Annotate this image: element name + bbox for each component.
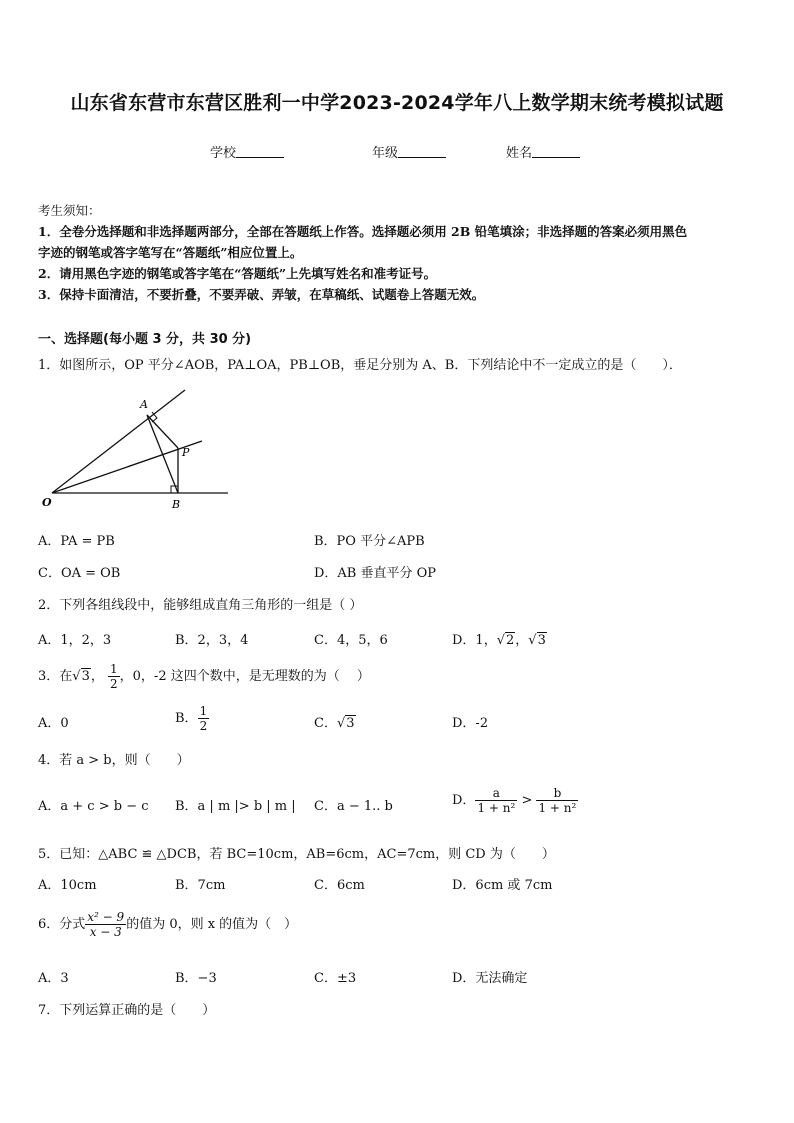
q3-option-d: D．-2 bbox=[452, 716, 489, 731]
name-label: 姓名 bbox=[506, 146, 533, 161]
label-b: B bbox=[172, 498, 181, 511]
school-blank bbox=[236, 145, 284, 158]
q1-option-a: A．PA = PB bbox=[38, 534, 115, 549]
q6-option-b: B．−3 bbox=[175, 971, 217, 986]
segment-ab bbox=[147, 415, 178, 493]
q6-option-c: C．±3 bbox=[314, 971, 357, 986]
q3-option-a: A．0 bbox=[38, 716, 69, 731]
notice-item-3: 3．保持卡面清洁，不要折叠，不要弄破、弄皱，在草稿纸、试题卷上答题无效。 bbox=[38, 287, 485, 302]
school-label: 学校 bbox=[210, 146, 237, 161]
label-p: P bbox=[182, 446, 190, 459]
q1-option-c: C．OA = OB bbox=[38, 566, 121, 581]
q6-option-d: D．无法确定 bbox=[452, 971, 528, 986]
q3-stem: 3．在√3， $\frac{1}{2}$ ，0，-2 这四个数中，是无理数的为（ ） bbox=[38, 662, 370, 691]
segment-pa bbox=[147, 415, 178, 448]
q2-option-a: A．1，2，3 bbox=[38, 633, 112, 648]
q4-stem: 4．若 a > b，则（ ） bbox=[38, 753, 190, 768]
grade-label: 年级 bbox=[372, 146, 399, 161]
q2-stem: 2．下列各组线段中，能够组成直角三角形的一组是（ ） bbox=[38, 598, 363, 613]
ray-oa bbox=[52, 390, 185, 493]
q4-option-a: A．a + c > b − c bbox=[38, 799, 149, 814]
q1-option-b: B．PO 平分∠APB bbox=[314, 534, 425, 549]
section-choice-heading: 一、选择题(每小题 3 分，共 30 分) bbox=[38, 332, 252, 347]
name-blank bbox=[532, 145, 580, 158]
q2-option-d: D．1，√2，√3 bbox=[452, 633, 546, 648]
q7-stem: 7．下列运算正确的是（ ） bbox=[38, 1003, 216, 1018]
notice-item-1-cont: 字迹的钢笔或答字笔写在“答题纸”相应位置上。 bbox=[38, 245, 303, 260]
q2-option-c: C．4，5，6 bbox=[314, 633, 388, 648]
q4-option-c: C．a − 1.. b bbox=[314, 799, 393, 814]
notice-heading: 考生须知： bbox=[38, 203, 101, 218]
q3-option-c: C．√3 bbox=[314, 716, 355, 731]
q2-option-b: B．2，3，4 bbox=[175, 633, 249, 648]
grade-field bbox=[372, 142, 446, 161]
notice-item-1: 1．全卷分选择题和非选择题两部分，全部在答题纸上作答。选择题必须用 2B 铅笔填涂；非选择题的答案必须用黑色 bbox=[38, 224, 688, 239]
q1-figure bbox=[30, 388, 240, 513]
q5-stem: 5．已知：△ABC ≌ △DCB，若 BC=10cm，AB=6cm，AC=7cm，则 CD 为（ ） bbox=[38, 847, 555, 862]
page-title: 山东省东营市东营区胜利一中学2023-2024学年八上数学期末统考模拟试题 bbox=[70, 92, 724, 114]
q5-option-a: A．10cm bbox=[38, 878, 97, 893]
q3-option-b: B． $\frac{1}{2}$ bbox=[175, 704, 208, 733]
q4-option-b: B．a | m |> b | m | bbox=[175, 799, 296, 814]
grade-blank bbox=[398, 145, 446, 158]
q6-option-a: A．3 bbox=[38, 971, 69, 986]
q5-option-c: C．6cm bbox=[314, 878, 365, 893]
q5-option-b: B．7cm bbox=[175, 878, 226, 893]
q6-stem: 6．分式 $\frac{\text{x² − 9}}{x - 3}$ 的值为 0，则 x 的值为（ ） bbox=[38, 910, 298, 939]
q1-stem: 1．如图所示，OP 平分∠AOB，PA⊥OA，PB⊥OB，垂足分别为 A、B．下列结论中不一定成立的是（ ）． bbox=[38, 358, 682, 373]
label-o: O bbox=[42, 496, 52, 509]
name-field bbox=[506, 142, 580, 161]
notice-item-2: 2．请用黑色字迹的钢笔或答字笔在“答题纸”上先填写姓名和准考证号。 bbox=[38, 266, 437, 281]
q4-option-d: D． $\frac{a}{\text{1 + n²}}$ > $\frac{b}{\text{1 + n²}}$ bbox=[452, 786, 577, 815]
q1-option-d: D．AB 垂直平分 OP bbox=[314, 566, 437, 581]
school-field bbox=[210, 142, 284, 161]
q5-option-d: D．6cm 或 7cm bbox=[452, 878, 553, 893]
label-a: A bbox=[140, 398, 148, 411]
ray-op bbox=[52, 441, 202, 493]
